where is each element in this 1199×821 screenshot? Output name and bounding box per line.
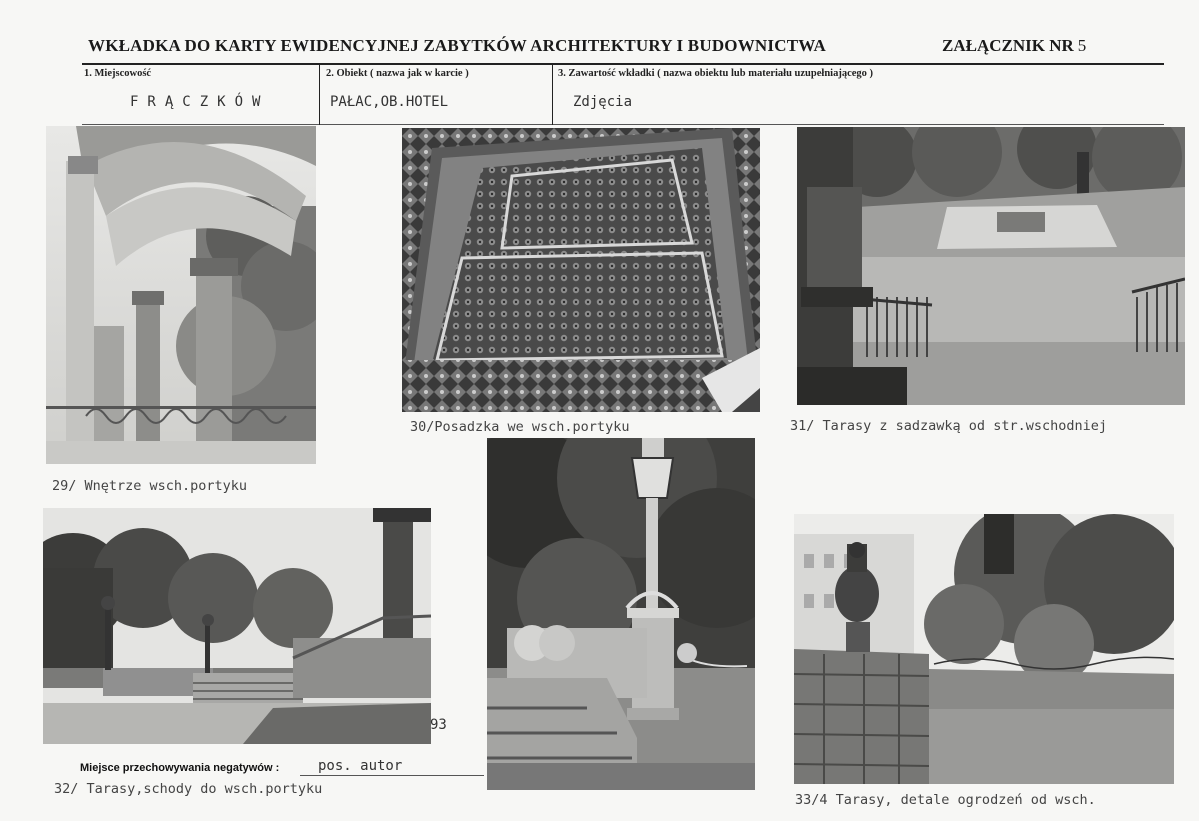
photo-fence-details-image bbox=[794, 514, 1174, 784]
content-value: Zdjęcia bbox=[573, 94, 633, 110]
sheet-title: WKŁADKA DO KARTY EWIDENCYJNEJ ZABYTKÓW ARCHITEKTURY I BUDOWNICTWA bbox=[88, 36, 827, 55]
photo-terraces-stairs-image bbox=[43, 508, 431, 744]
object-value: PAŁAC,OB.HOTEL bbox=[330, 94, 449, 110]
content-label: 3. Zawartość wkładki ( nazwa obiektu lub materiału uzupełniającego ) bbox=[558, 68, 874, 79]
caption-photo-32: 32/ Tarasy,schody do wsch.portyku bbox=[54, 781, 323, 797]
negatives-underline bbox=[300, 775, 484, 776]
header-rule-top bbox=[82, 63, 1164, 65]
photo-floor-mosaic bbox=[402, 128, 760, 412]
photo-terraces-pond bbox=[797, 127, 1185, 405]
photo-portico-interior bbox=[46, 126, 316, 464]
header-rule-bottom bbox=[82, 124, 1164, 125]
negatives-label: Miejsce przechowywania negatywów : bbox=[80, 762, 280, 774]
photo-fence-details bbox=[794, 514, 1174, 784]
page-number: 93 bbox=[430, 717, 447, 733]
photo-terrace-lantern-image bbox=[487, 438, 755, 790]
annex-number: 5 bbox=[1077, 36, 1087, 55]
caption-photo-30: 30/Posadzka we wsch.portyku bbox=[410, 419, 630, 435]
negatives-value: pos. autor bbox=[318, 758, 403, 774]
annex-label bbox=[942, 36, 1086, 56]
place-value: FRĄCZKÓW bbox=[130, 94, 270, 110]
annex-text: ZAŁĄCZNIK NR bbox=[942, 36, 1074, 55]
caption-photo-31: 31/ Tarasy z sadzawką od str.wschodniej bbox=[790, 418, 1107, 434]
object-label: 2. Obiekt ( nazwa jak w karcie ) bbox=[326, 68, 469, 79]
field-divider-2 bbox=[552, 64, 553, 125]
photo-floor-mosaic-image bbox=[402, 128, 760, 412]
caption-photo-33: 33/4 Tarasy, detale ogrodzeń od wsch. bbox=[795, 792, 1096, 808]
place-label: 1. Miejscowość bbox=[84, 68, 152, 79]
field-divider-1 bbox=[319, 64, 320, 125]
photo-terraces-pond-image bbox=[797, 127, 1185, 405]
caption-photo-29: 29/ Wnętrze wsch.portyku bbox=[52, 478, 248, 494]
photo-terrace-lantern bbox=[487, 438, 755, 790]
photo-portico-interior-image bbox=[46, 126, 316, 464]
photo-terraces-stairs bbox=[43, 508, 431, 744]
